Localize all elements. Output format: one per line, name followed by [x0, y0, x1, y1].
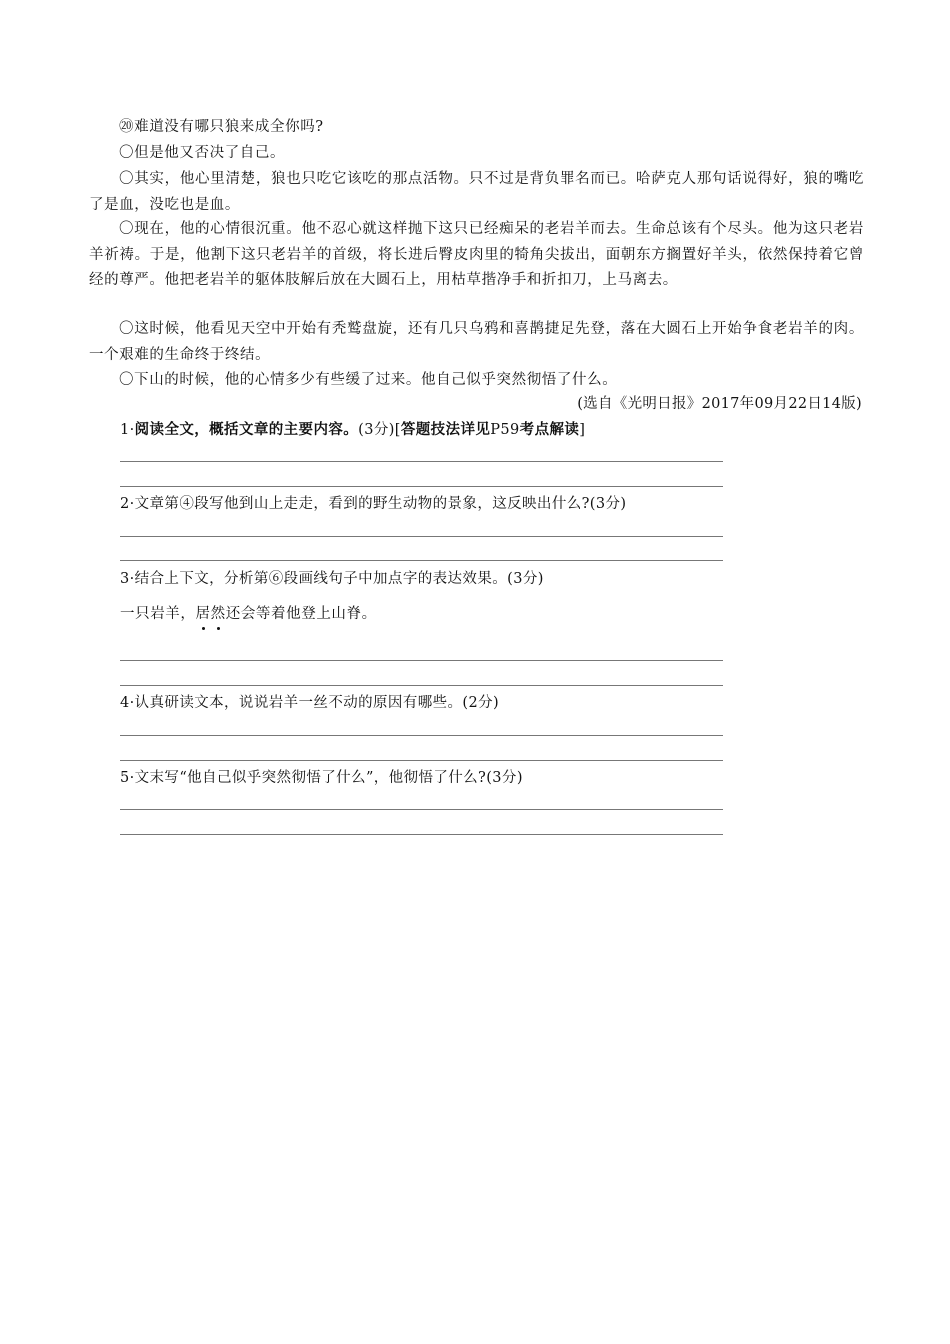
question-1-tip: 答题技法详见 [400, 421, 491, 438]
answer-line-2b[interactable] [120, 560, 723, 561]
answer-line-4b[interactable] [120, 760, 723, 761]
question-2: 2·文章第④段写他到山上走走，看到的野生动物的景象，这反映出什么?(3分) [120, 496, 627, 512]
paragraph-20: ⑳难道没有哪只狼来成全你吗? [119, 119, 324, 135]
dotted-char-2: 然 [211, 603, 226, 625]
question-3: 3·结合上下文，分析第⑥段画线句子中加点字的表达效果。(3分) [120, 571, 544, 587]
answer-line-1b[interactable] [120, 486, 723, 487]
paragraph-24: 〇这时候，他看见天空中开始有秃鹫盘旋，还有几只乌鸦和喜鹊捷足先登，落在大圆石上开始争食老岩羊的肉。一个艰难的生命终于终结。 [89, 321, 864, 363]
question-1-tip-tail: 考点解读 [519, 421, 580, 438]
answer-line-4a[interactable] [120, 735, 723, 736]
paragraph-25: 〇下山的时候，他的心情多少有些缓了过来。他自己似乎突然彻悟了什么。 [119, 372, 618, 388]
quote-after: 还会等着他登上山脊。 [225, 606, 377, 622]
question-1-number: 1· [120, 422, 135, 438]
quote-before: 一只岩羊， [120, 606, 196, 622]
question-5: 5·文末写“他自己似乎突然彻悟了什么”，他彻悟了什么?(3分) [120, 770, 523, 786]
answer-line-5a[interactable] [120, 809, 723, 810]
question-1-tip-page: P59 [490, 422, 520, 438]
question-3-quoted-sentence [120, 603, 377, 625]
paragraph-21: 〇但是他又否决了自己。 [119, 145, 286, 161]
question-4: 4·认真研读文本，说说岩羊一丝不动的原因有哪些。(2分) [120, 695, 500, 711]
question-1-tip-close: ] [579, 422, 586, 438]
question-1-text: 阅读全文，概括文章的主要内容。 [134, 421, 359, 438]
question-1-tip-open: [ [394, 422, 401, 438]
dotted-char-1: 居 [196, 603, 211, 625]
source-citation: (选自《光明日报》2017年09月22日14版) [577, 396, 862, 412]
answer-line-5b[interactable] [120, 834, 723, 835]
question-1-score: (3分) [358, 422, 395, 438]
answer-line-3a[interactable] [120, 660, 723, 661]
answer-line-2a[interactable] [120, 536, 723, 537]
paragraph-22: 〇其实，他心里清楚，狼也只吃它该吃的那点活物。只不过是背负罪名而已。哈萨克人那句话说得好，狼的嘴吃了是血，没吃也是血。 [89, 171, 864, 213]
answer-line-3b[interactable] [120, 685, 723, 686]
question-1 [120, 419, 740, 441]
paragraph-23: 〇现在，他的心情很沉重。他不忍心就这样抛下这只已经痴呆的老岩羊而去。生命总该有个尽头。他为这只老岩羊祈祷。于是，他割下这只老岩羊的首级，将长进后臀皮肉里的犄角尖拔出，面朝东方搁置好羊头，依然保持着它曾经的尊严。他把老岩羊的躯体肢解后放在大圆石上，用枯草揩净手和折扣刀，上马离去。 [89, 221, 864, 288]
answer-line-1a[interactable] [120, 461, 723, 462]
